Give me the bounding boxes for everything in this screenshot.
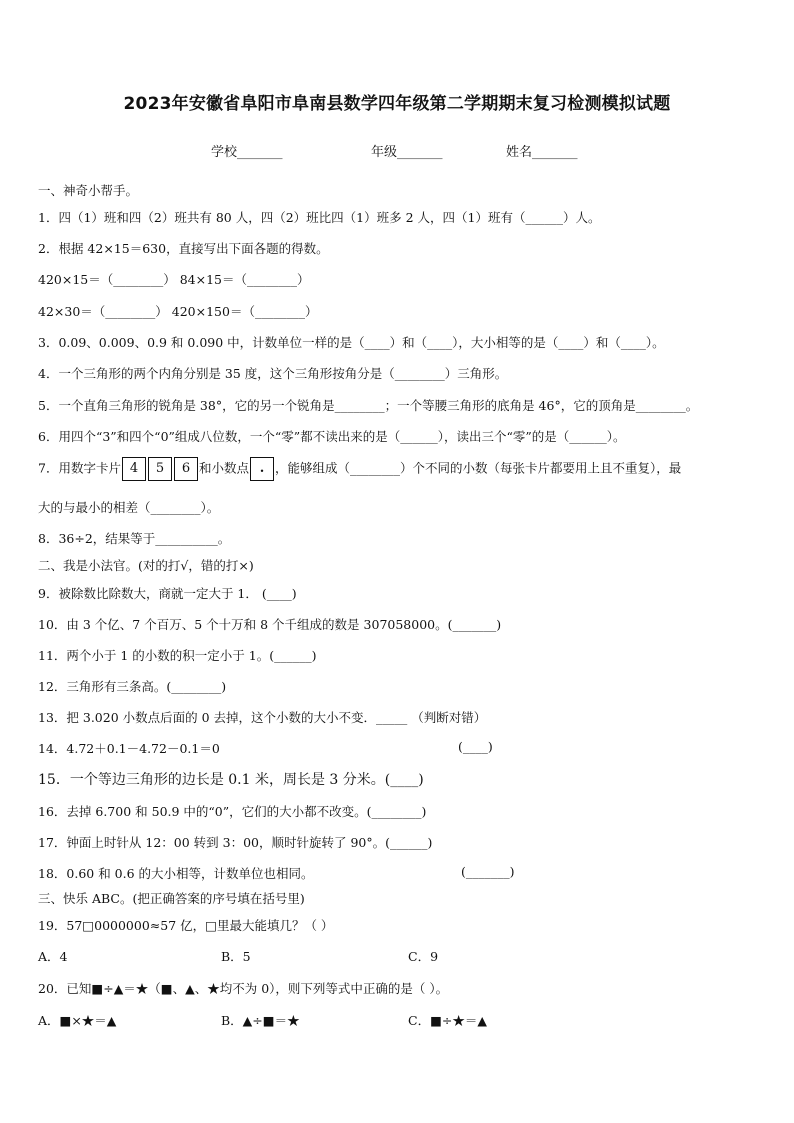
grade-field: 年级_______	[371, 145, 443, 160]
question-7-suffix: ，能够组成（________）个不同的小数（每张卡片都要用上且不重复），最	[274, 460, 682, 476]
question-20: 20．已知■÷▲＝★（■、▲、★均不为 0），则下列等式中正确的是（ ）。	[38, 981, 449, 996]
question-11: 11．两个小于 1 的小数的积一定小于 1。(______)	[38, 648, 317, 663]
school-field: 学校_______	[211, 145, 283, 160]
question-6: 6．用四个“3”和四个“0”组成八位数，一个“零”都不读出来的是（______），读出三个“零”的是（______）。	[38, 429, 626, 444]
question-2-row-b: 42×30＝（________） 420×150＝（________）	[38, 304, 318, 319]
name-field: 姓名_______	[506, 145, 578, 160]
question-7-middle: 和小数点	[198, 460, 249, 476]
question-19-option-c: C．9	[408, 949, 439, 964]
question-18: 18．0.60 和 0.6 的大小相等，计数单位也相同。	[38, 866, 314, 881]
question-15: 15．一个等边三角形的边长是 0.1 米，周长是 3 分米。(____)	[38, 772, 424, 788]
question-13: 13．把 3.020 小数点后面的 0 去掉，这个小数的大小不变．_____ （判断对错）	[38, 710, 487, 725]
question-20-option-b: B．▲÷■＝★	[221, 1013, 300, 1028]
question-19-option-b: B．5	[221, 949, 251, 964]
question-12: 12．三角形有三条高。(________)	[38, 679, 227, 694]
question-10: 10．由 3 个亿、7 个百万、5 个十万和 8 个千组成的数是 307058000。(_______)	[38, 617, 502, 632]
question-14: 14．4.72＋0.1－4.72－0.1＝0	[38, 741, 220, 756]
digit-card: 4	[122, 457, 146, 481]
question-7-continued: 大的与最小的相差（________）。	[38, 500, 220, 515]
question-20-option-c: C．■÷★＝▲	[408, 1013, 487, 1028]
question-2: 2．根据 42×15＝630，直接写出下面各题的得数。	[38, 241, 329, 256]
question-20-option-a: A．■×★＝▲	[38, 1013, 117, 1028]
question-16: 16．去掉 6.700 和 50.9 中的“0”，它们的大小都不改变。(________)	[38, 804, 427, 819]
question-1: 1．四（1）班和四（2）班共有 80 人，四（2）班比四（1）班多 2 人，四（1）班有（______）人。	[38, 210, 601, 225]
question-2-row-a: 420×15＝（________） 84×15＝（________）	[38, 272, 310, 287]
page-title: 2023年安徽省阜阳市阜南县数学四年级第二学期期末复习检测模拟试题	[123, 94, 671, 114]
question-4: 4．一个三角形的两个内角分别是 35 度，这个三角形按角分是（________）三角形。	[38, 366, 508, 381]
decimal-point-card: .	[250, 457, 274, 481]
question-9: 9．被除数比除数大，商就一定大于 1． (____)	[38, 586, 297, 601]
digit-card: 6	[174, 457, 198, 481]
section-1-heading: 一、神奇小帮手。	[38, 183, 139, 198]
question-19: 19．57□0000000≈57 亿，□里最大能填几？（ ）	[38, 918, 334, 933]
question-18-answer: (_______)	[461, 864, 515, 879]
question-19-option-a: A．4	[38, 949, 68, 964]
question-8: 8．36÷2，结果等于__________。	[38, 531, 231, 546]
question-7-prefix: 7．用数字卡片	[38, 460, 121, 476]
question-3: 3．0.09、0.009、0.9 和 0.090 中，计数单位一样的是（____）和（____），大小相等的是（____）和（____）。	[38, 335, 665, 350]
question-7	[38, 457, 681, 481]
question-14-answer: (____)	[458, 739, 493, 754]
question-17: 17．钟面上时针从 12：00 转到 3：00，顺时针旋转了 90°。(______)	[38, 835, 433, 850]
digit-card: 5	[148, 457, 172, 481]
section-2-heading: 二、我是小法官。(对的打√，错的打×)	[38, 558, 254, 573]
question-5: 5．一个直角三角形的锐角是 38°，它的另一个锐角是________；一个等腰三角形的底角是 46°，它的顶角是________。	[38, 398, 699, 413]
section-3-heading: 三、快乐 ABC。(把正确答案的序号填在括号里)	[38, 891, 305, 906]
